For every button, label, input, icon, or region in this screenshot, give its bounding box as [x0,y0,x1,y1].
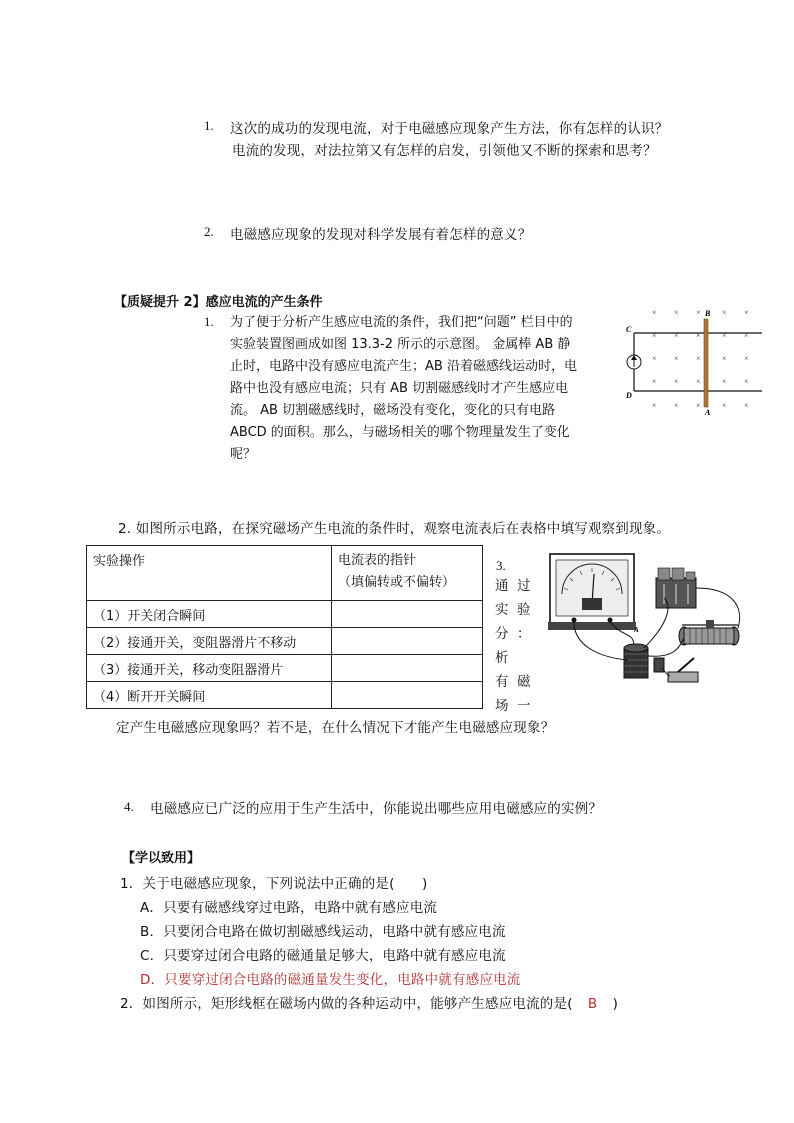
table-cell-operation: （2）接通开关，变阻器滑片不移动 [87,628,332,655]
section-title-questions: 【质疑提升 2】感应电流的产生条件 [114,295,323,310]
field-cross-mark: × [696,331,701,340]
field-cross-mark: × [674,354,679,363]
s2q1-paragraph [230,312,610,466]
table-header-pointer-line2: （填偏转或不偏转） [338,575,456,590]
s2q1-line: 实验装置图画成如图 13.3-2 所示的示意图。 金属棒 AB 静 [230,337,571,352]
mcq2-stem-close: ) [612,996,619,1012]
table-row [87,682,483,709]
s2q3-char: 验 [517,602,531,618]
q2-number: 2. [204,224,214,239]
table-cell-answer[interactable] [332,655,483,682]
field-cross-mark: × [744,308,749,317]
field-cross-mark: × [744,331,749,340]
field-cross-mark: × [744,354,749,363]
s2q3-char: ： [517,626,531,642]
table-row [87,601,483,628]
s2q1-number: 1. [204,314,214,329]
table-header-operation: 实验操作 [87,546,332,601]
label-D: D [626,391,632,400]
table-cell-operation: （4）断开开关瞬间 [87,682,332,709]
s2q3-char: 分 [495,626,509,642]
field-cross-mark: × [696,308,701,317]
s2q1-line: 止时，电路中没有感应电流产生；AB 沿着磁感线运动时，电 [230,359,577,374]
table-header-row [87,546,483,601]
galvanometer-apparatus-figure [544,548,750,694]
table-cell-operation: （1）开关闭合瞬间 [87,601,332,628]
field-cross-mark: × [722,401,727,410]
q2-text: 电磁感应现象的发现对科学发展有着怎样的意义？ [230,227,532,243]
field-cross-mark: × [744,377,749,386]
s2q1-line: 呢？ [230,447,257,462]
s2q3-column-right [517,574,531,718]
section-title-apply: 【学以致用】 [122,851,201,866]
field-cross-mark: × [652,308,657,317]
q1-line1: 这次的成功的发现电流，对于电磁感应现象产生方法，你有怎样的认识？ [230,121,669,137]
table-row [87,628,483,655]
table-cell-answer[interactable] [332,628,483,655]
mcq1-option-d-answer[interactable]: D．只要穿过闭合电路的磁通量发生变化，电路中就有感应电流 [140,972,521,988]
s2q1-line: 流。 AB 切割磁感线时，磁场没有变化，变化的只有电路 [230,403,556,418]
table-header-pointer-line1: 电流表的指针 [338,553,417,568]
s2q3-char: 析 [495,650,509,666]
q1-number: 1. [204,118,214,133]
q1-line2: 电流的发现，对法拉第又有怎样的启发，引领他又不断的探索和思考？ [232,143,657,159]
s2q3-char: 通 [495,578,509,594]
table-cell-answer[interactable] [332,601,483,628]
s2q1-line: 路中也没有感应电流；只有 AB 切割磁感线时才产生感应电 [230,381,569,396]
mcq1-option-c[interactable]: C．只要穿过闭合电路的磁通量足够大，电路中就有感应电流 [140,948,506,964]
s2q3-continuation: 定产生电磁感应现象吗？若不是，在什么情况下才能产生电磁感应现象？ [116,720,555,736]
table-cell-answer[interactable] [332,682,483,709]
s2q3-char: 有 [495,674,509,690]
s2q3-char: 过 [517,578,531,594]
field-cross-mark: × [674,401,679,410]
field-cross-mark: × [696,377,701,386]
mcq2-stem [120,992,618,1012]
s2q3-char [517,646,531,670]
table-cell-operation: （3）接通开关，移动变阻器滑片 [87,655,332,682]
mcq1-option-b[interactable]: B．只要闭合电路在做切割磁感线运动，电路中就有感应电流 [140,924,506,940]
label-C: C [626,325,632,334]
rails-magnetic-field-figure [622,305,762,417]
table-header-pointer [332,546,483,601]
label-A: A [705,408,711,417]
field-cross-mark: × [652,377,657,386]
mcq2-answer: B [587,996,598,1012]
field-cross-mark: × [652,331,657,340]
s2q1-line: ABCD 的面积。那么，与磁场相关的哪个物理量发生了变化 [230,425,570,440]
s2q3-column-left [495,574,509,718]
field-cross-mark: × [652,401,657,410]
s2q3-char: 磁 [517,674,531,690]
field-cross-mark: × [722,354,727,363]
label-B: B [705,309,711,318]
field-cross-mark: × [696,401,701,410]
s2q4-text: 电磁感应已广泛的应用于生产生活中，你能说出哪些应用电磁感应的实例？ [150,801,603,817]
field-cross-mark: × [674,377,679,386]
field-cross-mark: × [722,308,727,317]
s2q4-number: 4. [124,799,134,814]
field-cross-mark: × [722,331,727,340]
label-coil-A: A [634,626,639,634]
field-cross-mark: × [722,377,727,386]
table-row [87,655,483,682]
mcq2-stem-text: 2．如图所示，矩形线框在磁场内做的各种运动中，能够产生感应电流的是( [120,996,573,1012]
field-cross-mark: × [744,401,749,410]
s2q3-char: 场 [495,698,509,714]
field-cross-mark: × [674,331,679,340]
s2q3-char: 一 [517,698,531,714]
s2q3-char: 实 [495,602,509,618]
s2q2-text: 2. 如图所示电路，在探究磁场产生电流的条件时，观察电流表后在表格中填写观察到现象。 [118,521,671,537]
field-cross-mark: × [674,308,679,317]
magnetic-field-crosses [652,308,749,410]
observation-table [86,545,483,709]
field-cross-mark: × [652,354,657,363]
s2q3-number: 3. [496,558,506,573]
mcq1-stem: 1．关于电磁感应现象，下列说法中正确的是( ) [120,876,428,892]
s2q1-line: 为了便于分析产生感应电流的条件，我们把“问题” 栏目中的 [230,315,573,330]
mcq1-option-a[interactable]: A．只要有磁感线穿过电路，电路中就有感应电流 [140,900,438,916]
field-cross-mark: × [696,354,701,363]
